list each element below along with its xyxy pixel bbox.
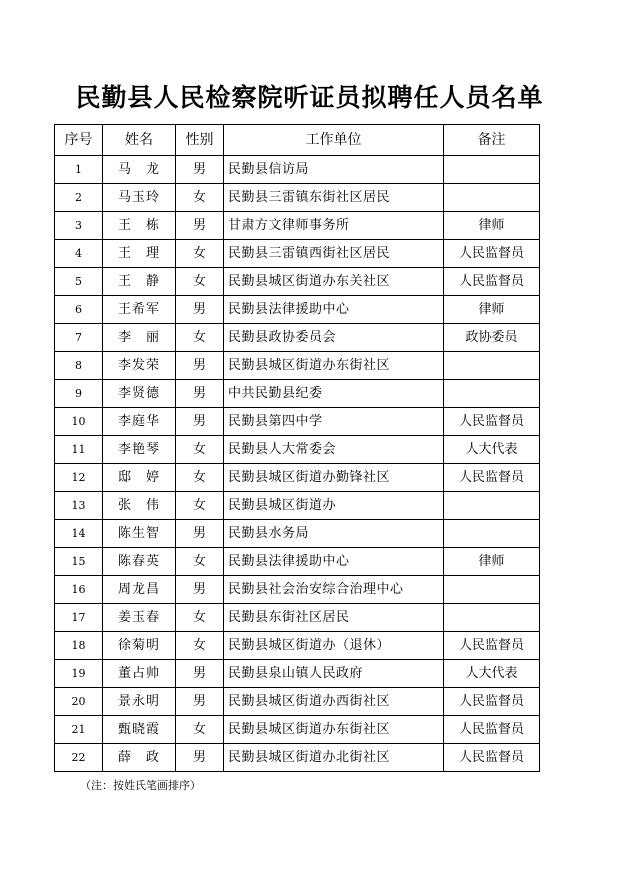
header-sex: 性别 — [176, 125, 224, 156]
table-row — [55, 268, 540, 296]
sex-cell: 女 — [176, 464, 224, 492]
name-cell: 王 理 — [103, 240, 176, 268]
table-row — [55, 688, 540, 716]
note-cell — [444, 184, 540, 212]
sex-cell: 女 — [176, 436, 224, 464]
table-row — [55, 324, 540, 352]
name-cell: 徐菊明 — [103, 632, 176, 660]
table-body — [55, 156, 540, 772]
unit-cell: 民勤县三雷镇东街社区居民 — [224, 184, 444, 212]
table-row — [55, 660, 540, 688]
name-cell: 李贤德 — [103, 380, 176, 408]
note-cell: 人民监督员 — [444, 716, 540, 744]
name-cell: 马玉玲 — [103, 184, 176, 212]
sex-cell: 女 — [176, 184, 224, 212]
note-cell: 人大代表 — [444, 660, 540, 688]
table-row — [55, 240, 540, 268]
table-row — [55, 604, 540, 632]
note-cell — [444, 380, 540, 408]
unit-cell: 民勤县三雷镇西街社区居民 — [224, 240, 444, 268]
table-row — [55, 548, 540, 576]
header-name: 姓名 — [103, 125, 176, 156]
name-cell: 李庭华 — [103, 408, 176, 436]
note-cell: 人民监督员 — [444, 744, 540, 772]
note-cell — [444, 156, 540, 184]
serial-cell: 4 — [55, 240, 103, 268]
table-row — [55, 716, 540, 744]
unit-cell: 民勤县城区街道办东关社区 — [224, 268, 444, 296]
unit-cell: 民勤县社会治安综合治理中心 — [224, 576, 444, 604]
note-cell: 律师 — [444, 212, 540, 240]
serial-cell: 3 — [55, 212, 103, 240]
sex-cell: 女 — [176, 492, 224, 520]
sex-cell: 男 — [176, 380, 224, 408]
serial-cell: 20 — [55, 688, 103, 716]
table-row — [55, 744, 540, 772]
table-row — [55, 520, 540, 548]
table-row — [55, 632, 540, 660]
header-serial: 序号 — [55, 125, 103, 156]
serial-cell: 13 — [55, 492, 103, 520]
name-cell: 陈春英 — [103, 548, 176, 576]
table-header-row — [55, 125, 540, 156]
table-row — [55, 576, 540, 604]
name-cell: 王 栋 — [103, 212, 176, 240]
sex-cell: 男 — [176, 212, 224, 240]
serial-cell: 2 — [55, 184, 103, 212]
sex-cell: 女 — [176, 632, 224, 660]
note-cell: 人民监督员 — [444, 408, 540, 436]
sex-cell: 女 — [176, 240, 224, 268]
sex-cell: 男 — [176, 156, 224, 184]
unit-cell: 民勤县人大常委会 — [224, 436, 444, 464]
serial-cell: 18 — [55, 632, 103, 660]
unit-cell: 民勤县城区街道办北街社区 — [224, 744, 444, 772]
note-cell — [444, 352, 540, 380]
unit-cell: 民勤县城区街道办西街社区 — [224, 688, 444, 716]
unit-cell: 民勤县水务局 — [224, 520, 444, 548]
name-cell: 王希军 — [103, 296, 176, 324]
note-cell — [444, 576, 540, 604]
sex-cell: 女 — [176, 548, 224, 576]
name-cell: 董占帅 — [103, 660, 176, 688]
name-cell: 甄晓霞 — [103, 716, 176, 744]
note-cell: 律师 — [444, 548, 540, 576]
table-row — [55, 184, 540, 212]
name-cell: 周龙昌 — [103, 576, 176, 604]
serial-cell: 14 — [55, 520, 103, 548]
sex-cell: 男 — [176, 352, 224, 380]
name-cell: 张 伟 — [103, 492, 176, 520]
name-cell: 邸 婷 — [103, 464, 176, 492]
unit-cell: 民勤县法律援助中心 — [224, 548, 444, 576]
name-cell: 李 丽 — [103, 324, 176, 352]
sex-cell: 男 — [176, 688, 224, 716]
unit-cell: 民勤县城区街道办东街社区 — [224, 352, 444, 380]
note-cell: 人民监督员 — [444, 464, 540, 492]
table-row — [55, 464, 540, 492]
sex-cell: 男 — [176, 296, 224, 324]
note-cell — [444, 604, 540, 632]
note-cell: 人民监督员 — [444, 268, 540, 296]
serial-cell: 8 — [55, 352, 103, 380]
unit-cell: 中共民勤县纪委 — [224, 380, 444, 408]
table-row — [55, 408, 540, 436]
table-row — [55, 492, 540, 520]
serial-cell: 12 — [55, 464, 103, 492]
note-cell — [444, 520, 540, 548]
footnote: （注：按姓氏笔画排序） — [80, 779, 201, 792]
sex-cell: 女 — [176, 716, 224, 744]
serial-cell: 19 — [55, 660, 103, 688]
table-row — [55, 352, 540, 380]
header-unit: 工作单位 — [224, 125, 444, 156]
name-cell: 李艳琴 — [103, 436, 176, 464]
unit-cell: 民勤县城区街道办 — [224, 492, 444, 520]
unit-cell: 民勤县第四中学 — [224, 408, 444, 436]
serial-cell: 16 — [55, 576, 103, 604]
candidate-table — [54, 124, 540, 772]
serial-cell: 5 — [55, 268, 103, 296]
name-cell: 陈生智 — [103, 520, 176, 548]
note-cell: 政协委员 — [444, 324, 540, 352]
unit-cell: 民勤县泉山镇人民政府 — [224, 660, 444, 688]
table-row — [55, 380, 540, 408]
sex-cell: 男 — [176, 576, 224, 604]
table-row — [55, 156, 540, 184]
unit-cell: 民勤县政协委员会 — [224, 324, 444, 352]
serial-cell: 11 — [55, 436, 103, 464]
sex-cell: 女 — [176, 324, 224, 352]
serial-cell: 22 — [55, 744, 103, 772]
sex-cell: 男 — [176, 520, 224, 548]
table-row — [55, 212, 540, 240]
note-cell: 人民监督员 — [444, 632, 540, 660]
sex-cell: 男 — [176, 660, 224, 688]
serial-cell: 6 — [55, 296, 103, 324]
name-cell: 景永明 — [103, 688, 176, 716]
name-cell: 姜玉春 — [103, 604, 176, 632]
unit-cell: 民勤县东街社区居民 — [224, 604, 444, 632]
name-cell: 王 静 — [103, 268, 176, 296]
serial-cell: 1 — [55, 156, 103, 184]
serial-cell: 15 — [55, 548, 103, 576]
serial-cell: 9 — [55, 380, 103, 408]
table-row — [55, 436, 540, 464]
sex-cell: 女 — [176, 604, 224, 632]
serial-cell: 17 — [55, 604, 103, 632]
note-cell: 律师 — [444, 296, 540, 324]
note-cell: 人大代表 — [444, 436, 540, 464]
document-title: 民勤县人民检察院听证员拟聘任人员名单 — [75, 83, 544, 112]
note-cell: 人民监督员 — [444, 688, 540, 716]
unit-cell: 民勤县法律援助中心 — [224, 296, 444, 324]
unit-cell: 民勤县城区街道办东街社区 — [224, 716, 444, 744]
sex-cell: 男 — [176, 744, 224, 772]
serial-cell: 10 — [55, 408, 103, 436]
serial-cell: 21 — [55, 716, 103, 744]
unit-cell: 民勤县城区街道办勤锋社区 — [224, 464, 444, 492]
unit-cell: 甘肃方文律师事务所 — [224, 212, 444, 240]
sex-cell: 女 — [176, 268, 224, 296]
name-cell: 马 龙 — [103, 156, 176, 184]
serial-cell: 7 — [55, 324, 103, 352]
unit-cell: 民勤县信访局 — [224, 156, 444, 184]
sex-cell: 男 — [176, 408, 224, 436]
table-row — [55, 296, 540, 324]
name-cell: 李发荣 — [103, 352, 176, 380]
unit-cell: 民勤县城区街道办（退休） — [224, 632, 444, 660]
note-cell — [444, 492, 540, 520]
note-cell: 人民监督员 — [444, 240, 540, 268]
header-note: 备注 — [444, 125, 540, 156]
name-cell: 薛 政 — [103, 744, 176, 772]
